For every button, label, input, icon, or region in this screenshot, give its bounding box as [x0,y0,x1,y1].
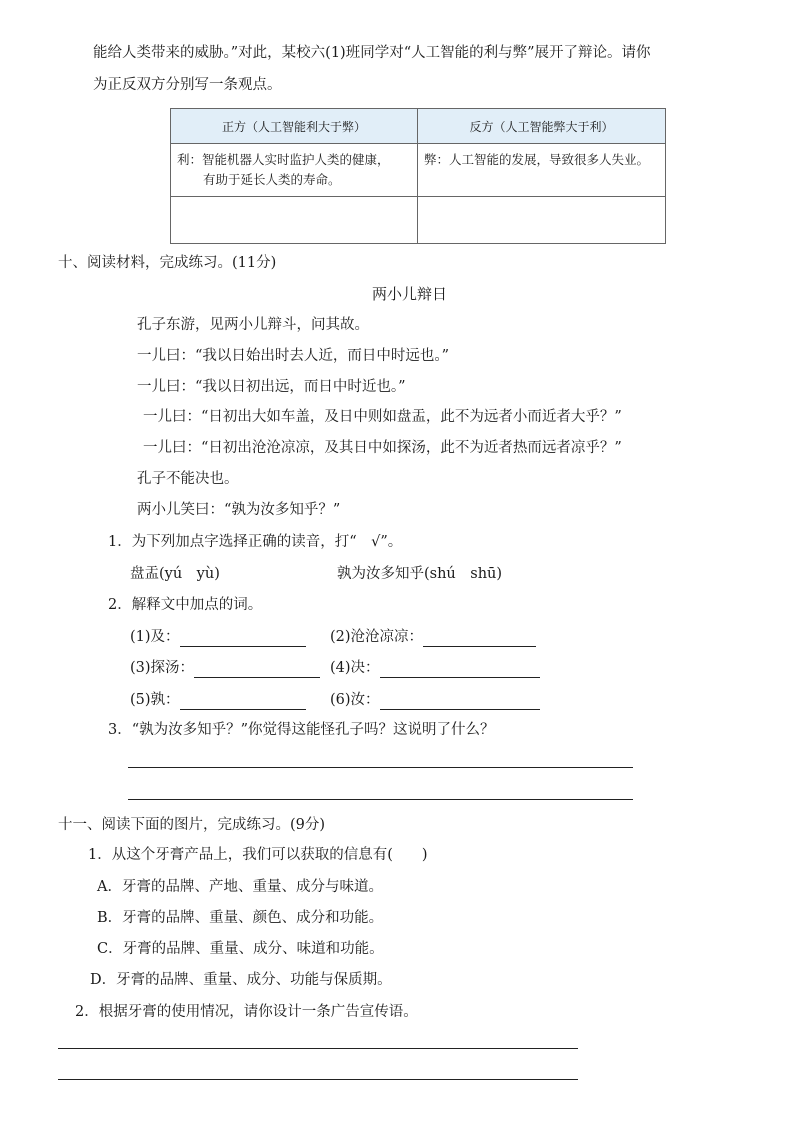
pro-header: 正方（人工智能利大于弊） [171,109,418,144]
q2-item-1: (1)及： [130,627,306,647]
q2-item-6: (6)汝： [330,690,540,710]
con-example-cell: 弊：人工智能的发展，导致很多人失业。 [418,144,666,197]
q1-item-2[interactable]: 孰为汝多知乎(shú shū) [337,566,503,582]
q2-item-3: (3)探汤： [130,658,320,678]
section11-heading: 十一、阅读下面的图片，完成练习。(9分) [58,817,326,833]
q2-item-4: (4)决： [330,658,540,678]
option-d[interactable]: D．牙膏的品牌、重量、成分、功能与保质期。 [90,972,392,988]
pro-example-line1: 利：智能机器人实时监护人类的健康， [177,152,390,167]
q3-prompt: 3．“孰为汝多知乎？”你觉得这能怪孔子吗？这说明了什么？ [108,722,495,738]
q1-prompt: 1．为下列加点字选择正确的读音，打“ √”。 [108,534,403,550]
q2-prompt: 2．解释文中加点的词。 [108,597,263,613]
passage-title: 两小儿辩日 [372,285,448,303]
passage-line-4: 一儿曰：“日初出大如车盖，及日中则如盘盂，此不为远者小而近者大乎？” [143,409,622,425]
s11-q2-prompt: 2．根据牙膏的使用情况，请你设计一条广告宣传语。 [75,1004,418,1020]
answer-blank[interactable] [380,695,540,710]
answer-blank[interactable] [380,663,540,678]
passage-line-5: 一儿曰：“日初出沧沧凉凉，及其日中如探汤，此不为近者热而远者凉乎？” [143,440,622,456]
s11-q1-prompt: 1．从这个牙膏产品上，我们可以获取的信息有( ) [88,847,428,863]
passage-line-1: 孔子东游，见两小儿辩斗，问其故。 [137,317,369,333]
passage-line-7: 两小儿笑曰：“孰为汝多知乎？” [137,502,341,518]
option-a[interactable]: A．牙膏的品牌、产地、重量、成分与味道。 [97,879,383,895]
pro-answer-cell[interactable] [171,197,418,244]
intro-line-1: 能给人类带来的威胁。”对此，某校六(1)班同学对“人工智能的利与弊”展开了辩论。请你 [93,45,651,61]
passage-line-3: 一儿曰：“我以日初出远，而日中时近也。” [137,379,406,395]
answer-line[interactable] [128,799,633,800]
intro-line-2: 为正反双方分别写一条观点。 [93,77,282,93]
answer-blank[interactable] [423,632,536,647]
passage-line-6: 孔子不能决也。 [137,471,239,487]
answer-blank[interactable] [194,663,320,678]
option-b[interactable]: B．牙膏的品牌、重量、颜色、成分和功能。 [97,910,384,926]
q2-item-2: (2)沧沧凉凉： [330,627,536,647]
option-c[interactable]: C．牙膏的品牌、重量、成分、味道和功能。 [97,941,384,957]
pro-example-cell [171,144,418,197]
debate-table [170,108,666,244]
q1-item-1[interactable]: 盘盂(yú yù) [130,566,220,582]
answer-blank[interactable] [180,695,306,710]
con-answer-cell[interactable] [418,197,666,244]
answer-line[interactable] [58,1048,578,1049]
section10-heading: 十、阅读材料，完成练习。(11分) [58,255,277,271]
answer-blank[interactable] [180,632,306,647]
pro-example-line2: 有助于延长人类的寿命。 [203,172,341,187]
passage-line-2: 一儿曰：“我以日始出时去人近，而日中时远也。” [137,348,450,364]
answer-line[interactable] [58,1079,578,1080]
con-header: 反方（人工智能弊大于利） [418,109,666,144]
q2-item-5: (5)孰： [130,690,306,710]
answer-line[interactable] [128,767,633,768]
